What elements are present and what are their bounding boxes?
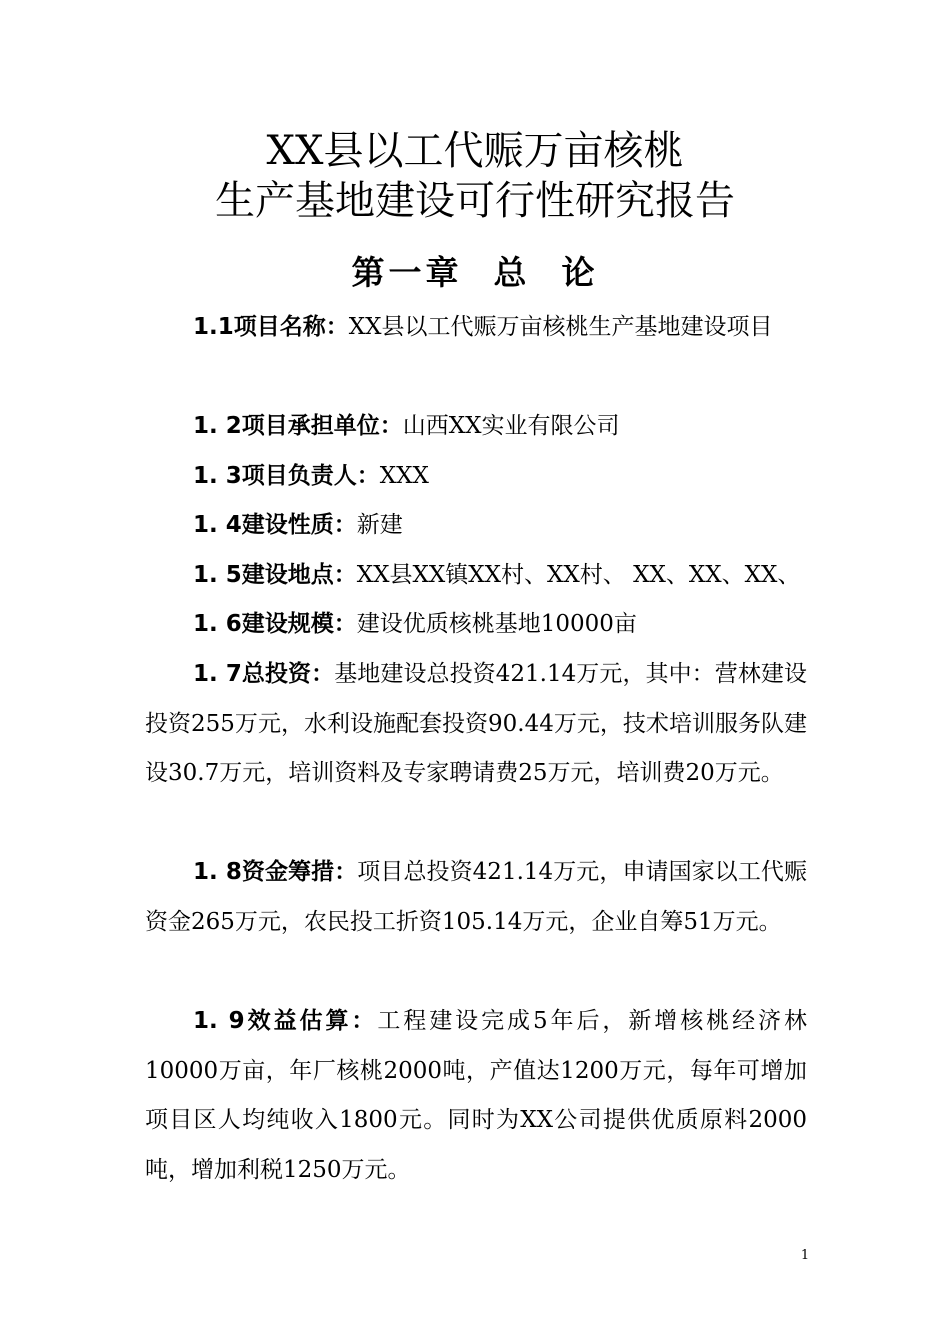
item-text: 基地建设总投资421.14万元，其中：营林建设投资255万元，水利设施配套投资90.44万元，技术培训服务队建设30.7万元，培训资料及专家聘请费25万元，培训费20万元。 [145, 661, 807, 786]
paragraph-undertaking-unit [145, 402, 807, 452]
item-label: 1.1项目名称： [193, 314, 349, 340]
item-label: 1. 9效益估算： [193, 1008, 378, 1034]
item-text: 山西XX实业有限公司 [402, 413, 620, 439]
item-text: 项目总投资421.14万元，申请国家以工代赈资金265万元，农民投工折资105.14万元，企业自筹51万元。 [145, 859, 807, 935]
item-label: 1. 5建设地点： [193, 562, 357, 588]
paragraph-total-investment [145, 650, 807, 799]
document-title-line1: XX县以工代赈万亩核桃 [266, 128, 684, 174]
paragraph-project-leader [145, 452, 807, 502]
paragraph-construction-scale [145, 600, 807, 650]
paragraph-construction-nature [145, 501, 807, 551]
item-text: 新建 [356, 512, 403, 538]
page-number: 1 [800, 1248, 810, 1263]
paragraph-benefit-estimate [145, 997, 807, 1195]
item-text: XX县XX镇XX村、XX村、 XX、XX、XX、 [356, 562, 801, 588]
item-text: 建设优质核桃基地10000亩 [356, 611, 637, 637]
item-text: XXX [379, 463, 429, 489]
paragraph-project-name [145, 303, 807, 353]
item-label: 1. 7总投资： [193, 661, 335, 687]
item-label: 1. 8资金筹措： [193, 859, 358, 885]
item-text: XX县以工代赈万亩核桃生产基地建设项目 [348, 314, 773, 340]
item-text: 工程建设完成5年后，新增核桃经济林10000万亩，年厂核桃2000吨，产值达1200万元，每年可增加项目区人均纯收入1800元。同时为XX公司提供优质原料2000吨，增加利税1250万元。 [145, 1008, 807, 1183]
item-label: 1. 4建设性质： [193, 512, 357, 538]
paragraph-construction-location [145, 551, 807, 601]
item-label: 1. 3项目负责人： [193, 463, 380, 489]
document-title-line2: 生产基地建设可行性研究报告 [215, 178, 735, 224]
item-label: 1. 2项目承担单位： [193, 413, 403, 439]
item-label: 1. 6建设规模： [193, 611, 357, 637]
paragraph-fund-raising [145, 848, 807, 947]
chapter-heading: 第一章 总 论 [351, 253, 599, 292]
